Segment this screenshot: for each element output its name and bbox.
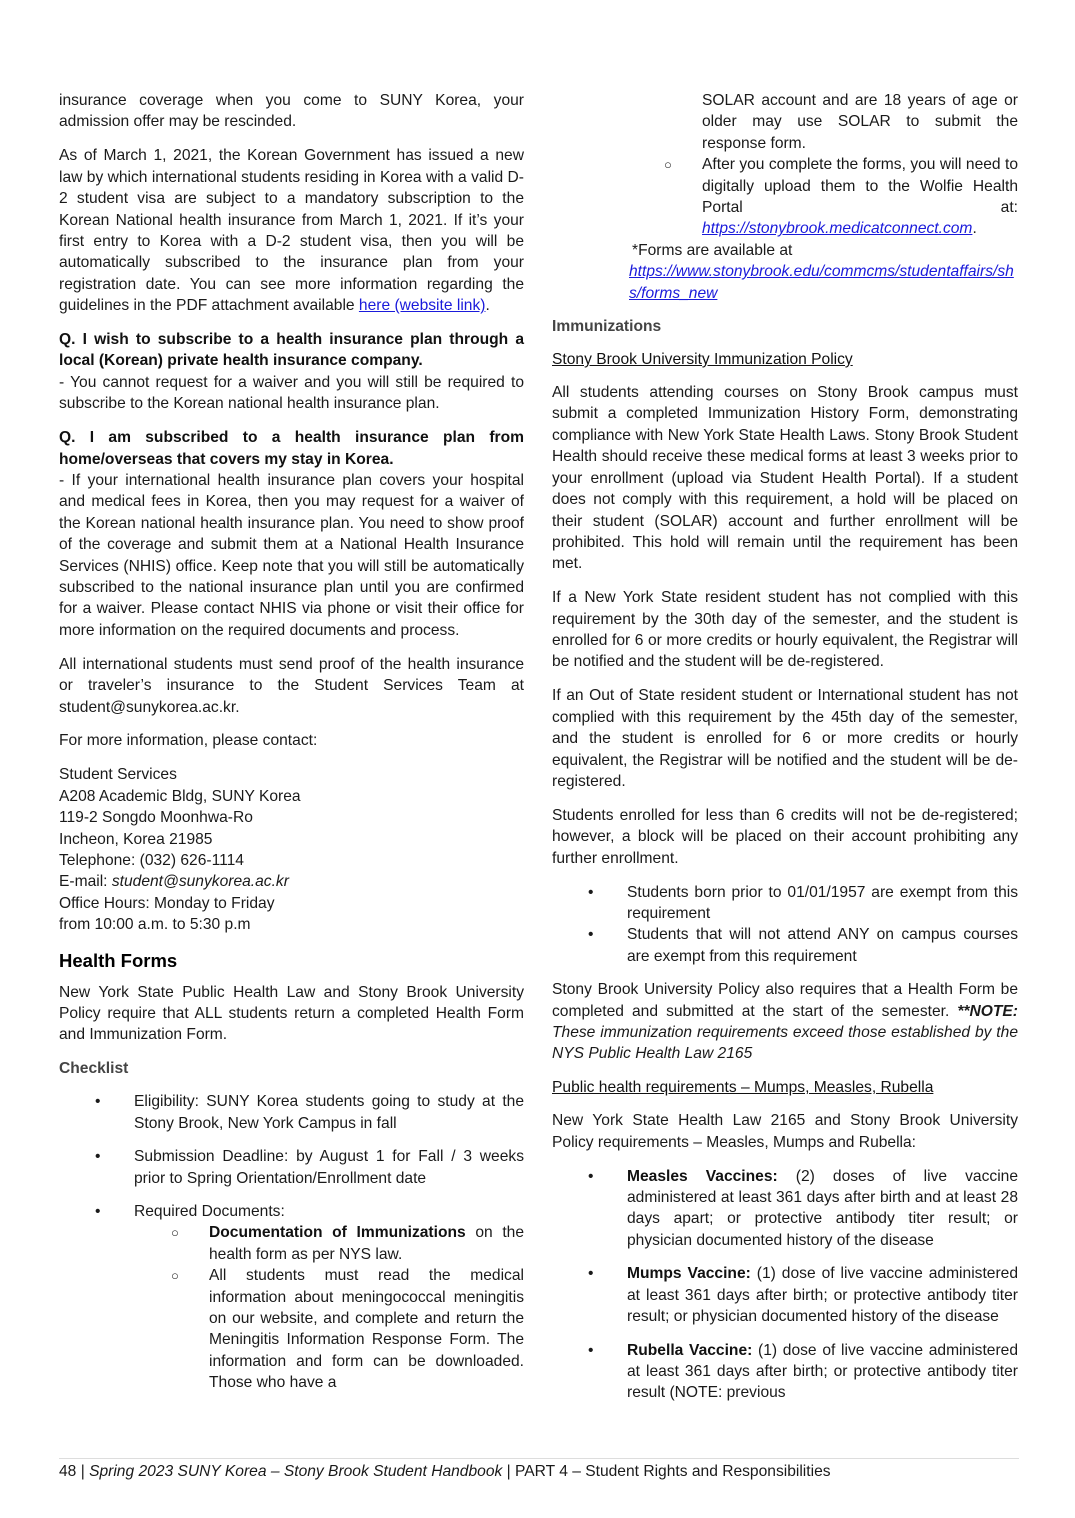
heading-health-forms: Health Forms xyxy=(59,949,178,971)
bullet-icon: • xyxy=(95,1202,101,1220)
bullet-icon: • xyxy=(95,1093,101,1111)
vaccine-item-mumps: • Mumps Vaccine: (1) dose of live vaccine administered at least 361 days after birth; or protective antibody titer result; or physician documented history of the disease xyxy=(588,1265,1018,1326)
page-footer: 48 | Spring 2023 SUNY Korea – Stony Brook Student Handbook | PART 4 – Student Rights and Responsibilities xyxy=(59,1458,1019,1481)
heading-mmr: Public health requirements – Mumps, Measles, Rubella xyxy=(552,1079,934,1097)
paragraph-proof: All international students must send proof of the health insurance or traveler’s insurance to the Student Services Team at student@sunykorea.ac.kr. xyxy=(59,655,524,716)
circle-bullet-icon: ○ xyxy=(171,1268,179,1284)
circle-bullet-icon: ○ xyxy=(171,1225,179,1241)
question: Q. I am subscribed to a health insurance plan from home/overseas that covers my stay in Korea. xyxy=(59,429,524,468)
page-number: 48 xyxy=(59,1463,77,1480)
bullet-icon: • xyxy=(588,1265,594,1283)
policy-paragraph-3: If an Out of State resident student or International student has not complied with this requirement by the 45th day of the semester, and the student is enrolled for 6 or more credits or hourly equivalent, the Registrar will be notified and the student will be de-registered. xyxy=(552,687,1018,790)
heading-checklist: Checklist xyxy=(59,1060,129,1078)
meningitis-continued: SOLAR account and are 18 years of age or older may use SOLAR to submit the response form. xyxy=(702,92,1018,152)
bullet-icon: • xyxy=(588,1167,594,1185)
paragraph-korean-law: As of March 1, 2021, the Korean Government has issued a new law by which international students residing in Korea with a valid D-2 student visa are subject to a mandatory subscription to the Korean National health insurance from March 1, 2021. If it’s your first entry to Korea with a D-2 student visa, then you will be automatically subscribed to the insurance plan from your registration date. You can see more information regarding the guidelines in the PDF attachment available here (website link). xyxy=(59,147,524,315)
heading-immunization-policy: Stony Brook University Immunization Policy xyxy=(552,351,853,369)
subitem-immunizations: ○ Documentation of Immunizations on the health form as per NYS law. xyxy=(171,1224,524,1263)
policy-paragraph-1: All students attending courses on Stony Brook campus must submit a completed Immunization History Form, demonstrating compliance with New York State Health Laws. Stony Brook Student Health should receive these medical forms at least 3 weeks prior to your enrollment (upload via Student Health Portal). If a student does not comply with this requirement, a hold will be placed on their student (SOLAR) account and further enrollment will be prohibited. This hold will remain until the requirement has been met. xyxy=(552,384,1018,573)
bullet-icon: • xyxy=(588,926,594,944)
left-column xyxy=(59,90,524,1406)
vaccine-item-measles: • Measles Vaccines: (2) doses of live vaccine administered at least 361 days after birth and at least 28 days apart; or protective antibody titer result; or physician documented history of the disease xyxy=(588,1167,1018,1249)
faq-private-insurance xyxy=(59,329,524,415)
bullet-icon: • xyxy=(588,883,594,901)
paragraph-health-forms: New York State Public Health Law and Stony Brook University Policy require that ALL students return a completed Health Form and Immunization Form. xyxy=(59,983,524,1044)
exemption-list xyxy=(552,882,1018,968)
answer: - If your international health insurance plan covers your hospital and medical fees in Korea, then you may request for a waiver of the Korean national health insurance plan. You need to show proof of the coverage and submit them at a National Health Insurance Services (NHIS) office. Keep note that you will still be automatically subscribed to the national insurance plan until you are confirmed for a waiver. Please contact NHIS via phone or visit their office for more information on the required documents and process. xyxy=(59,472,524,639)
subitem-upload: ○ After you complete the forms, you will need to digitally upload them to the Wolfie Health Portal at: https://stonybrook.medicatconnect.com. xyxy=(664,156,1018,238)
email-address: student@sunykorea.ac.kr xyxy=(111,873,289,891)
exemption-item-no-campus: • Students that will not attend ANY on campus courses are exempt from this requirement xyxy=(588,926,1018,965)
contact-address: Student Services A208 Academic Bldg, SUNY Korea 119-2 Songdo Moonhwa-Ro Incheon, Korea 21985 Telephone: (032) 626-1114 E-mail: student@sunykorea.ac.kr Office Hours: Monday to Friday from 10:00 a.m. to 5:30 p.m xyxy=(59,766,301,934)
policy-paragraph-2: If a New York State resident student has not complied with this requirement by the 30th day of the semester, and the student is enrolled for 6 or more credits or hourly equivalent, the Registrar will be notified and the student will be de-registered. xyxy=(552,589,1018,671)
exemption-item-born: • Students born prior to 01/01/1957 are exempt from this requirement xyxy=(588,883,1018,922)
checklist-item-documents: • Required Documents: ○ Documentation of Immunizations on the health form as per NYS law. ○ All students must read the medical information about meningococcal meningitis on our website, and complete and return the Meningitis Information Response Form. The information and form can be downloaded. Those who have a xyxy=(59,1201,524,1394)
paragraph-contact: For more information, please contact: xyxy=(59,732,318,750)
checklist-list xyxy=(59,1091,524,1393)
forms-link[interactable]: https://www.stonybrook.edu/commcms/studentaffairs/shs/forms_new xyxy=(629,263,1014,302)
vaccine-list xyxy=(552,1166,1018,1404)
mmr-paragraph: New York State Health Law 2165 and Stony Brook University Policy requirements – Measles, Mumps and Rubella: xyxy=(552,1112,1018,1151)
checklist-item-eligibility: • Eligibility: SUNY Korea students going to study at the Stony Brook, New York Campus in fall xyxy=(95,1093,524,1132)
policy-paragraph-4: Students enrolled for less than 6 credits will not be de-registered; however, a block will be placed on their account prohibiting any further enrollment. xyxy=(552,806,1018,867)
bullet-icon: • xyxy=(588,1341,594,1359)
handbook-title: Spring 2023 SUNY Korea – Stony Brook Student Handbook xyxy=(89,1463,503,1480)
vaccine-item-rubella: • Rubella Vaccine: (1) dose of live vaccine administered at least 361 days after birth; or protective antibody titer result (NOTE: previous xyxy=(588,1341,1018,1402)
answer: - You cannot request for a waiver and you will still be required to subscribe to the Korean national health insurance plan. xyxy=(59,373,524,413)
part-title: PART 4 – Student Rights and Responsibilities xyxy=(515,1463,831,1480)
checklist-item-deadline: • Submission Deadline: by August 1 for Fall / 3 weeks prior to Spring Orientation/Enrollment date xyxy=(95,1148,524,1187)
right-column xyxy=(552,90,1018,1416)
policy-paragraph-5: Stony Brook University Policy also requires that a Health Form be completed and submitted at the start of the semester. **NOTE: These immunization requirements exceed those established by the NYS Public Health Law 2165 xyxy=(552,981,1018,1063)
paragraph-rescind: insurance coverage when you come to SUNY Korea, your admission offer may be rescinded. xyxy=(59,92,524,131)
documents-sublist xyxy=(134,1222,524,1393)
heading-immunizations: Immunizations xyxy=(552,318,662,336)
faq-overseas-insurance xyxy=(59,427,524,641)
wolfie-portal-link[interactable]: https://stonybrook.medicatconnect.com xyxy=(702,220,973,238)
website-link[interactable]: here (website link) xyxy=(358,297,486,315)
note-label: **NOTE: xyxy=(957,1002,1018,1020)
question: Q. I wish to subscribe to a health insurance plan through a local (Korean) private health insurance company. xyxy=(59,331,524,370)
subitem-meningitis: ○ All students must read the medical information about meningococcal meningitis on our website, and complete and return the Meningitis Information Response Form. The information and form can be downloaded. Those who have a xyxy=(171,1267,524,1392)
forms-note: *Forms are available at https://www.stonybrook.edu/commcms/studentaffairs/shs/forms_new xyxy=(552,240,1018,304)
circle-bullet-icon: ○ xyxy=(664,157,672,173)
bullet-icon: • xyxy=(95,1148,101,1166)
